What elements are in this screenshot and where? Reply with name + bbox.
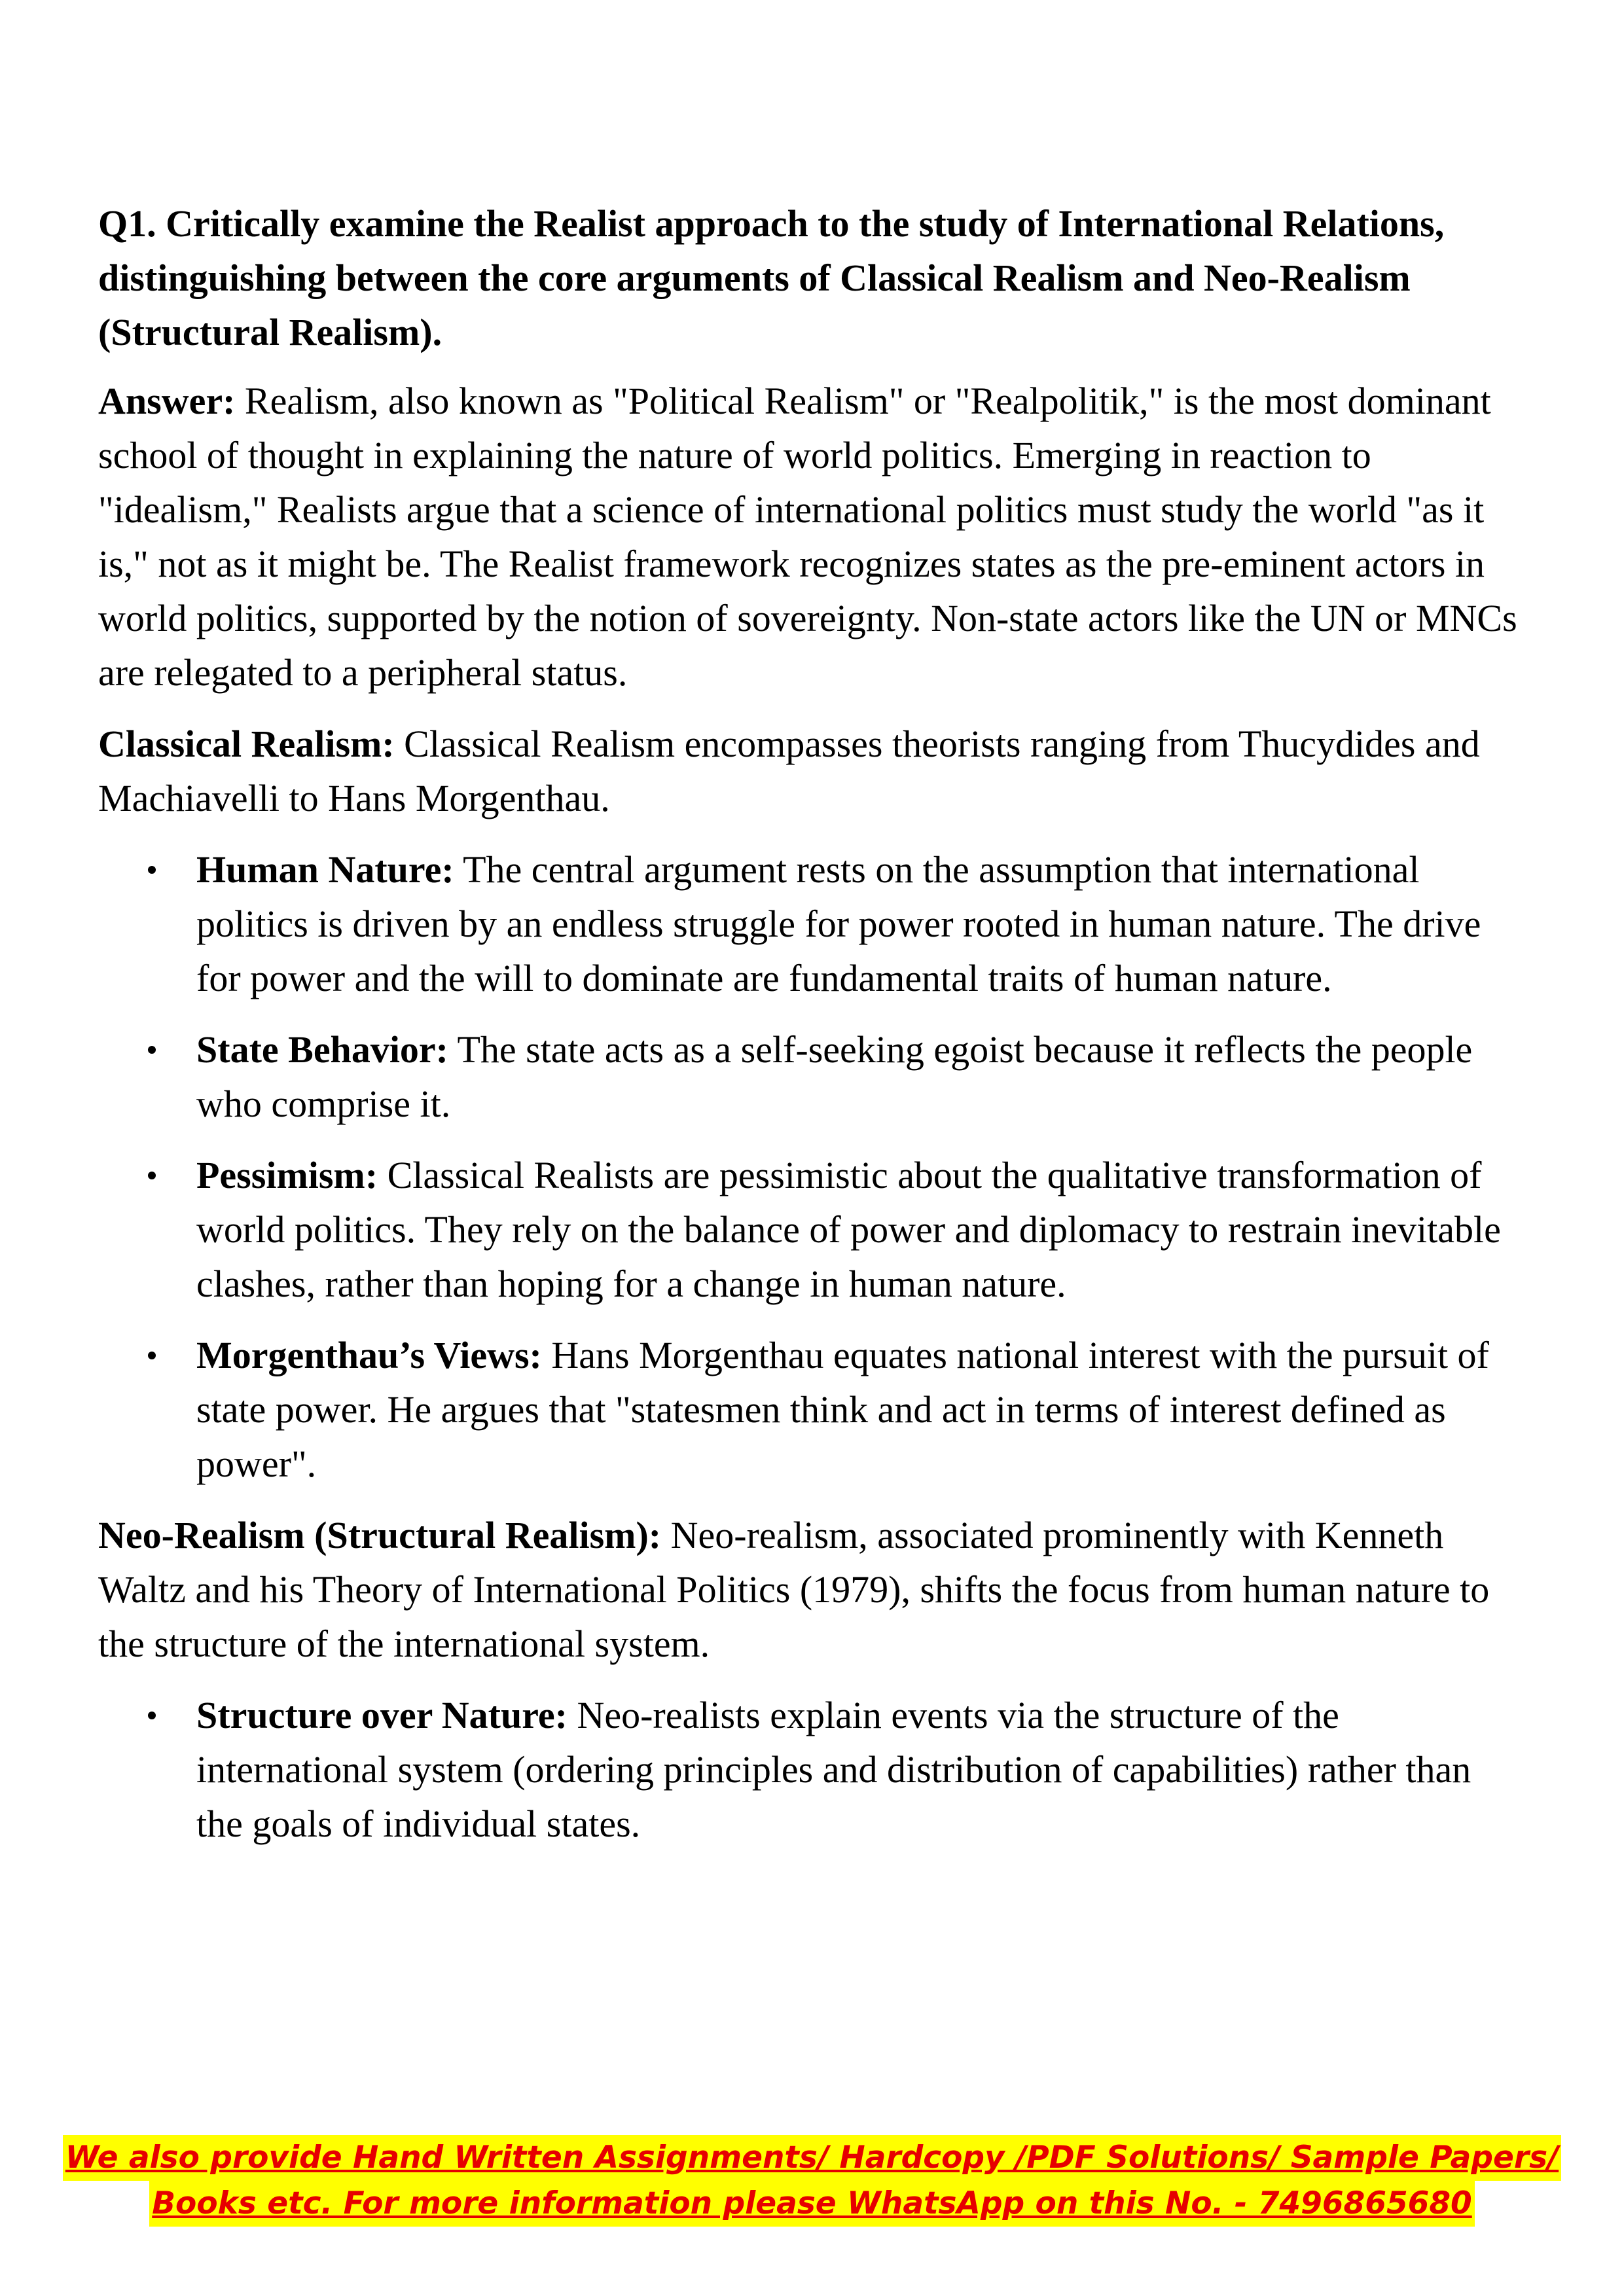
list-item xyxy=(98,1022,1525,1131)
bullet-label: Morgenthau’s Views: xyxy=(196,1334,542,1376)
answer-label: Answer: xyxy=(98,380,236,422)
promo-line-1: We also provide Hand Written Assignments/ Hardcopy /PDF Solutions/ Sample Papers/ xyxy=(63,2135,1561,2181)
bullet-text: Hans Morgenthau equates national interest with the pursuit of state power. He argues that "statesmen think and act in terms of interest defined as power". xyxy=(196,1334,1489,1485)
bullet-text: The state acts as a self-seeking egoist because it reflects the people who comprise it. xyxy=(196,1028,1473,1125)
bullet-icon xyxy=(148,1712,156,1719)
bullet-icon xyxy=(148,1172,156,1179)
document-body xyxy=(98,196,1525,1868)
list-item xyxy=(98,1148,1525,1311)
classical-realism-text: Classical Realism encompasses theorists ranging from Thucydides and Machiavelli to Hans Morgenthau. xyxy=(98,723,1480,819)
neo-realism-label: Neo-Realism (Structural Realism): xyxy=(98,1514,662,1556)
list-item xyxy=(98,842,1525,1005)
bullet-label: State Behavior: xyxy=(196,1028,448,1071)
bullet-icon xyxy=(148,1352,156,1359)
classical-realism-list xyxy=(98,842,1525,1491)
neo-realism-text: Neo-realism, associated prominently with Kenneth Waltz and his Theory of International Politics (1979), shifts the focus from human nature to the structure of the international system. xyxy=(98,1514,1490,1665)
neo-realism-paragraph xyxy=(98,1508,1525,1671)
list-item xyxy=(98,1688,1525,1851)
answer-text: Realism, also known as "Political Realism" or "Realpolitik," is the most dominant school of thought in explaining the nature of world politics. Emerging in reaction to "idealism," Realists argue that a science of international politics must study the world "as it is," not as it might be. The Realist framework recognizes states as the pre-eminent actors in world politics, supported by the notion of sovereignty. Non-state actors like the UN or MNCs are relegated to a peripheral status. xyxy=(98,380,1517,694)
bullet-label: Human Nature: xyxy=(196,848,454,891)
answer-paragraph xyxy=(98,374,1525,700)
list-item xyxy=(98,1328,1525,1491)
promo-line-2: Books etc. For more information please WhatsApp on this No. - 7496865680 xyxy=(149,2181,1475,2227)
neo-realism-list xyxy=(98,1688,1525,1851)
bullet-icon xyxy=(148,866,156,874)
promo-footer xyxy=(0,2135,1624,2227)
bullet-label: Pessimism: xyxy=(196,1154,378,1196)
classical-realism-label: Classical Realism: xyxy=(98,723,395,765)
bullet-text: Neo-realists explain events via the structure of the international system (ordering principles and distribution of capabilities) rather than the goals of individual states. xyxy=(196,1694,1471,1845)
bullet-icon xyxy=(148,1046,156,1054)
question-heading: Q1. Critically examine the Realist approach to the study of International Relations, distinguishing between the core arguments of Classical Realism and Neo-Realism (Structural Realism). xyxy=(98,202,1445,353)
bullet-text: The central argument rests on the assumption that international politics is driven by an endless struggle for power rooted in human nature. The drive for power and the will to dominate are fundamental traits of human nature. xyxy=(196,848,1481,999)
classical-realism-paragraph xyxy=(98,717,1525,825)
bullet-text: Classical Realists are pessimistic about the qualitative transformation of world politics. They rely on the balance of power and diplomacy to restrain inevitable clashes, rather than hoping for a change in human nature. xyxy=(196,1154,1501,1305)
bullet-label: Structure over Nature: xyxy=(196,1694,568,1736)
